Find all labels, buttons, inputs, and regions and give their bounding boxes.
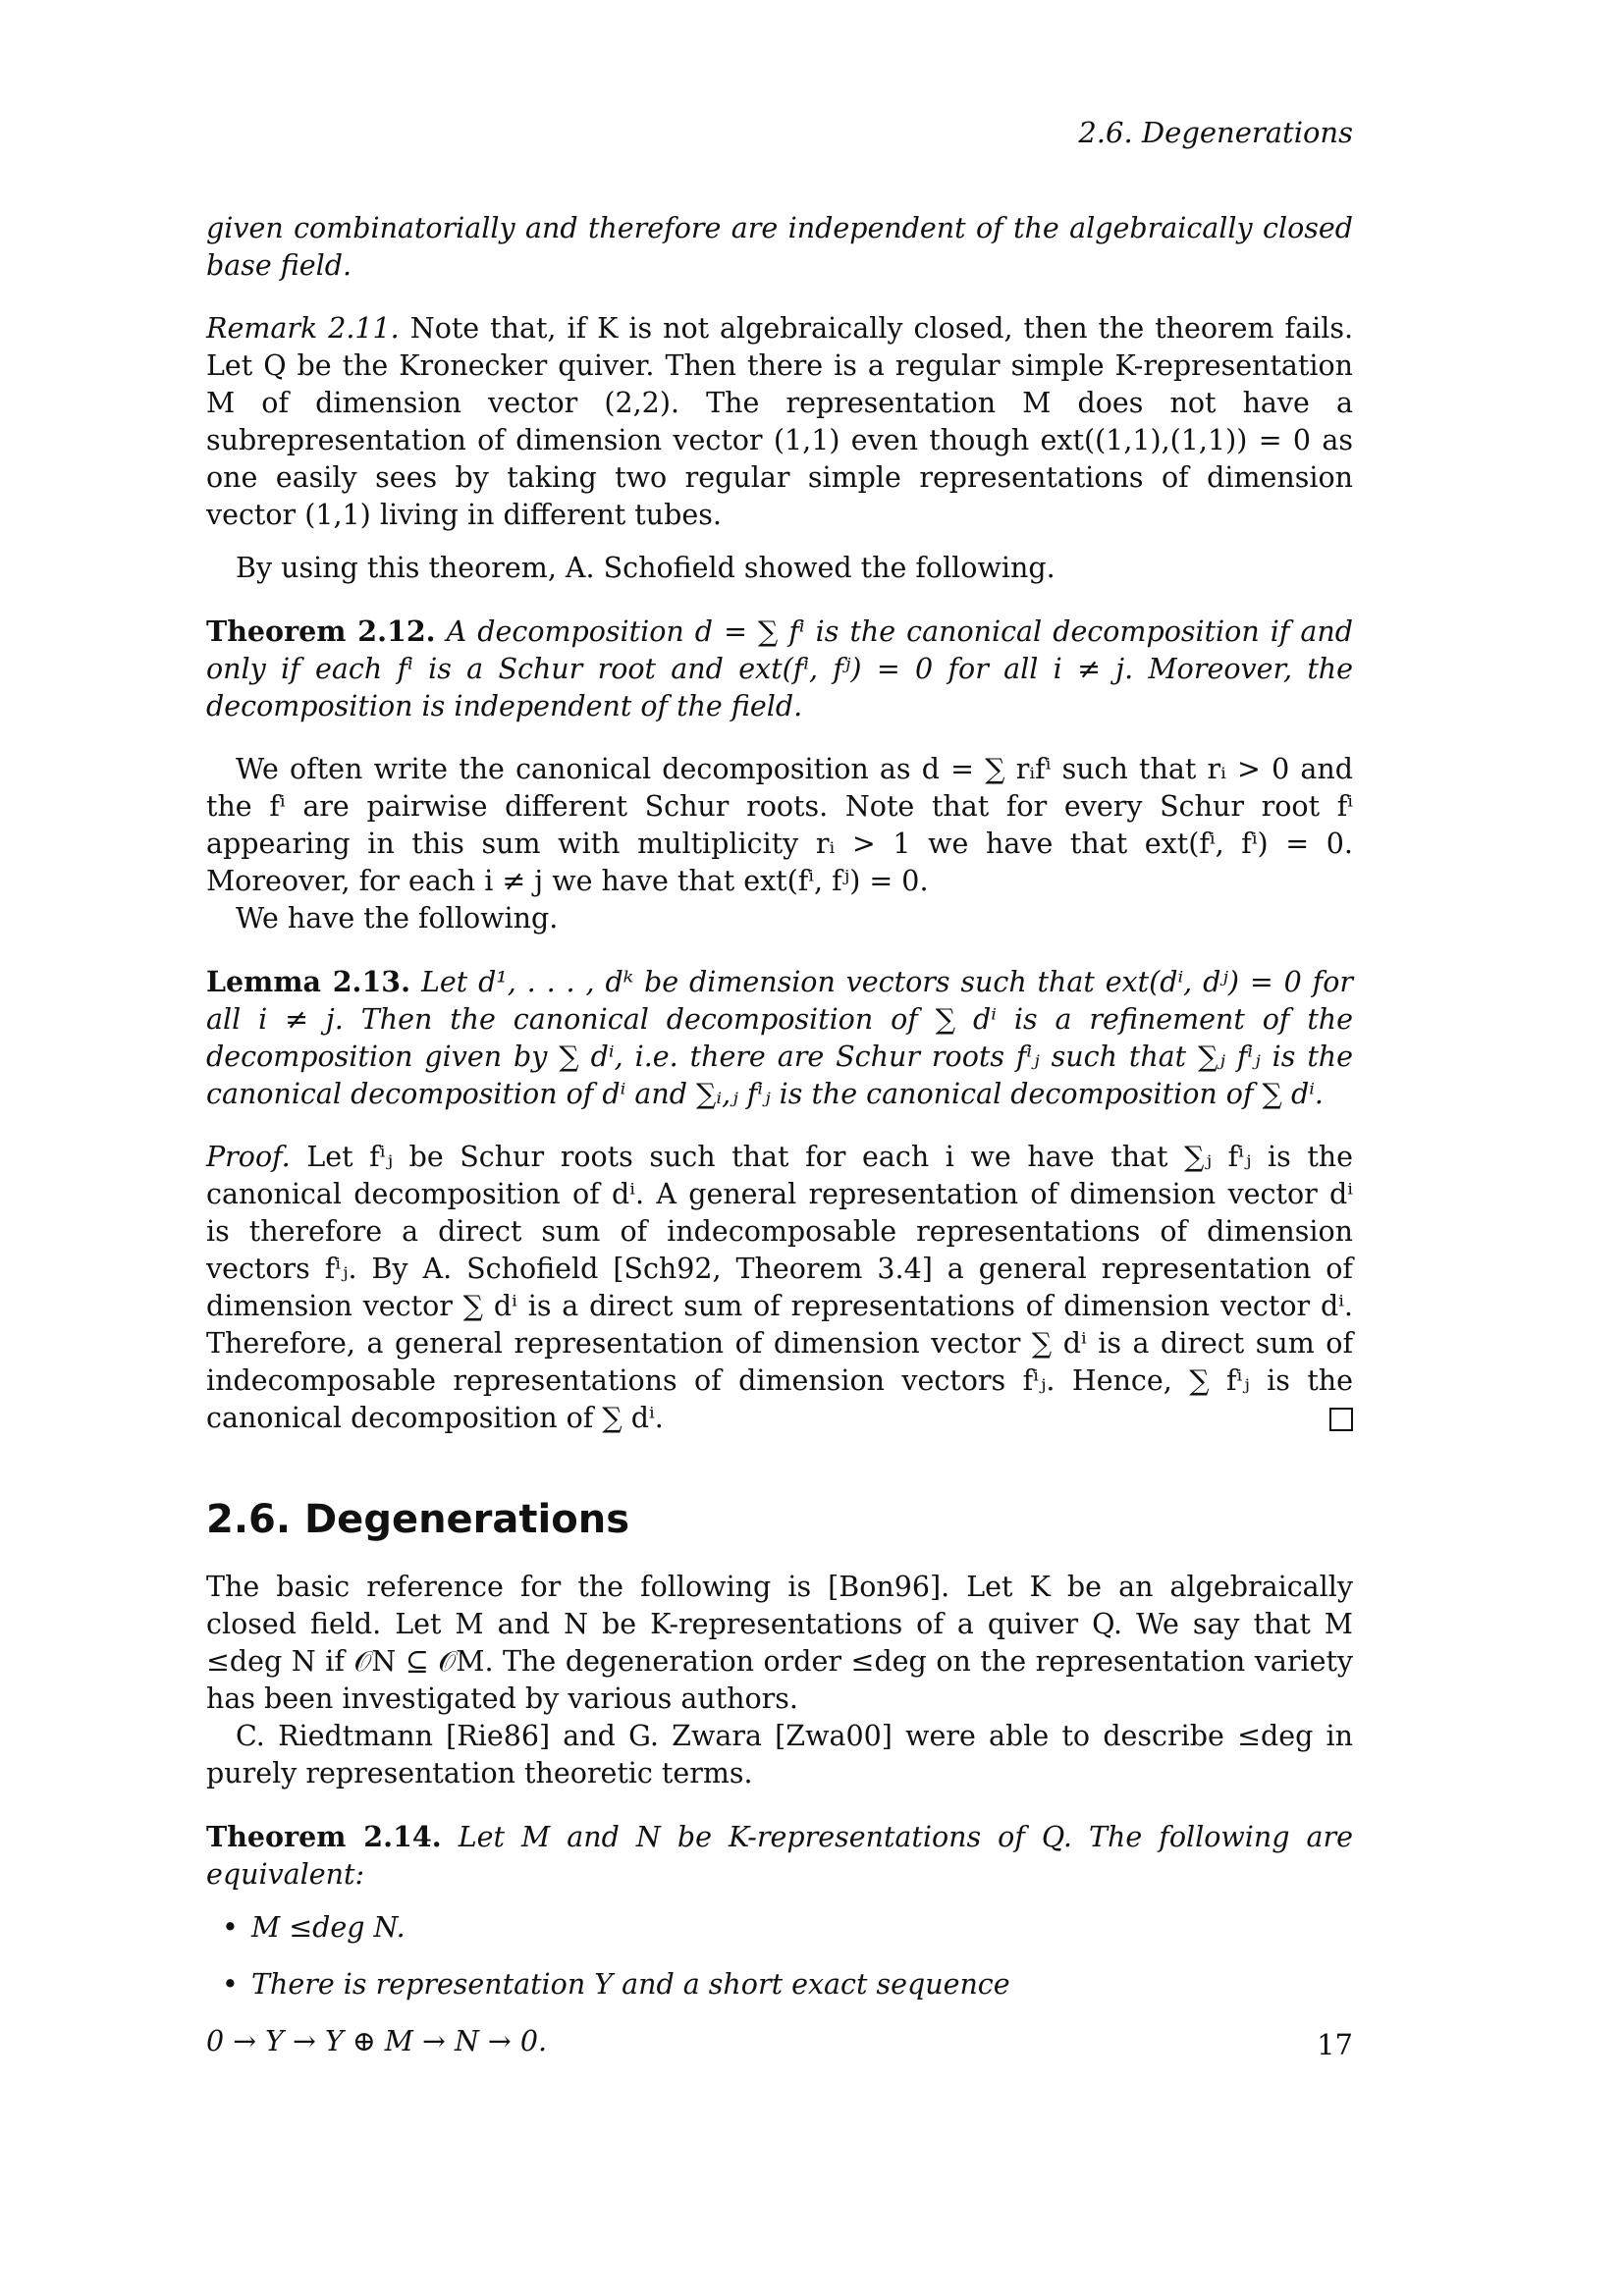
theorem-label: Theorem 2.14. [206, 1820, 442, 1853]
theorem-label: Theorem 2.12. [206, 614, 436, 648]
riedtmann-paragraph: C. Riedtmann [Rie86] and G. Zwara [Zwa00] were able to describe ≤deg in purely representation theoretic terms. [206, 1720, 1353, 1789]
remark-body: Note that, if K is not algebraically closed, then the theorem fails. Let Q be the Kronecker quiver. Then there is a regular simple K-representation M of dimension vector (2,2). The representation M does not have a subrepresentation of dimension vector (1,1) even though ext((1,1),(1,1)) = 0 as one easily sees by taking two regular simple representations of dimension vector (1,1) living in different tubes. [206, 312, 1354, 531]
body-text [206, 210, 1353, 2060]
running-head: 2.6. Degenerations [1078, 116, 1353, 149]
equivalence-list [206, 1909, 1353, 2003]
theorem-2-12 [206, 613, 1353, 725]
following-paragraph: We have the following. [236, 902, 559, 934]
proof-label: Proof. [206, 1141, 291, 1173]
schofield-paragraph: By using this theorem, A. Schofield showed the following. [236, 552, 1056, 584]
remark-label: Remark 2.11. [206, 312, 400, 345]
carryover-paragraph: given combinatorially and therefore are independent of the algebraically closed base field. [206, 212, 1353, 282]
basic-reference-paragraph: The basic reference for the following is [Bon96]. Let K be an algebraically closed field. Let M and N be K-representations of a quiver Q. We say that M ≤deg N if 𝒪N ⊆ 𝒪M. The degeneration order ≤deg on the representation variety has been investigated by various authors. [206, 1571, 1353, 1715]
theorem-2-14 [206, 1818, 1353, 1894]
section-heading: 2.6. Degenerations [206, 1497, 629, 1542]
theorem-body: Let M and N be K-representations of Q. The following are equivalent: [206, 1821, 1354, 1891]
list-item: • M ≤deg N. [251, 1909, 1353, 1947]
canonical-paragraph: We often write the canonical decomposition as d = ∑ rᵢfⁱ such that rᵢ > 0 and the fⁱ are pairwise different Schur roots. Note that for every Schur root fⁱ appearing in this sum with multiplicity rᵢ > 1 we have that ext(fⁱ, fⁱ) = 0. Moreover, for each i ≠ j we have that ext(fⁱ, fʲ) = 0. [206, 753, 1353, 897]
proof-body: Let fⁱⱼ be Schur roots such that for each i we have that ∑ⱼ fⁱⱼ is the canonical decomposition of dⁱ. A general representation of dimension vector dⁱ is therefore a direct sum of indecomposable representations of dimension vectors fⁱⱼ. By A. Schofield [Sch92, Theorem 3.4] a general representation of dimension vector ∑ dⁱ is a direct sum of representations of dimension vector dⁱ. Therefore, a general representation of dimension vector ∑ dⁱ is a direct sum of indecomposable representations of dimension vectors fⁱⱼ. Hence, ∑ fⁱⱼ is the canonical decomposition of ∑ dⁱ. [206, 1141, 1353, 1434]
remark-2-11 [206, 310, 1353, 534]
page-number: 17 [1317, 2028, 1353, 2061]
proof [206, 1139, 1353, 1437]
lemma-2-13 [206, 963, 1353, 1113]
lemma-label: Lemma 2.13. [206, 965, 411, 998]
theorem-body: A decomposition d = ∑ fⁱ is the canonical decomposition if and only if each fⁱ is a Schur root and ext(fⁱ, fʲ) = 0 for all i ≠ j. Moreover, the decomposition is independent of the field. [206, 615, 1353, 722]
display-equation: 0 → Y → Y ⊕ M → N → 0. [206, 2025, 548, 2057]
lemma-body: Let d¹, . . . , dᵏ be dimension vectors such that ext(dⁱ, dʲ) = 0 for all i ≠ j. Then the canonical decomposition of ∑ dⁱ is a refinement of the decomposition given by ∑ dⁱ, i.e. there are Schur roots fⁱⱼ such that ∑ⱼ fⁱⱼ is the canonical decomposition of dⁱ and ∑ᵢ,ⱼ fⁱⱼ is the canonical decomposition of ∑ dⁱ. [206, 966, 1354, 1110]
list-item: • There is representation Y and a short exact sequence [251, 1966, 1353, 2003]
qed-box-icon [1329, 1408, 1353, 1431]
